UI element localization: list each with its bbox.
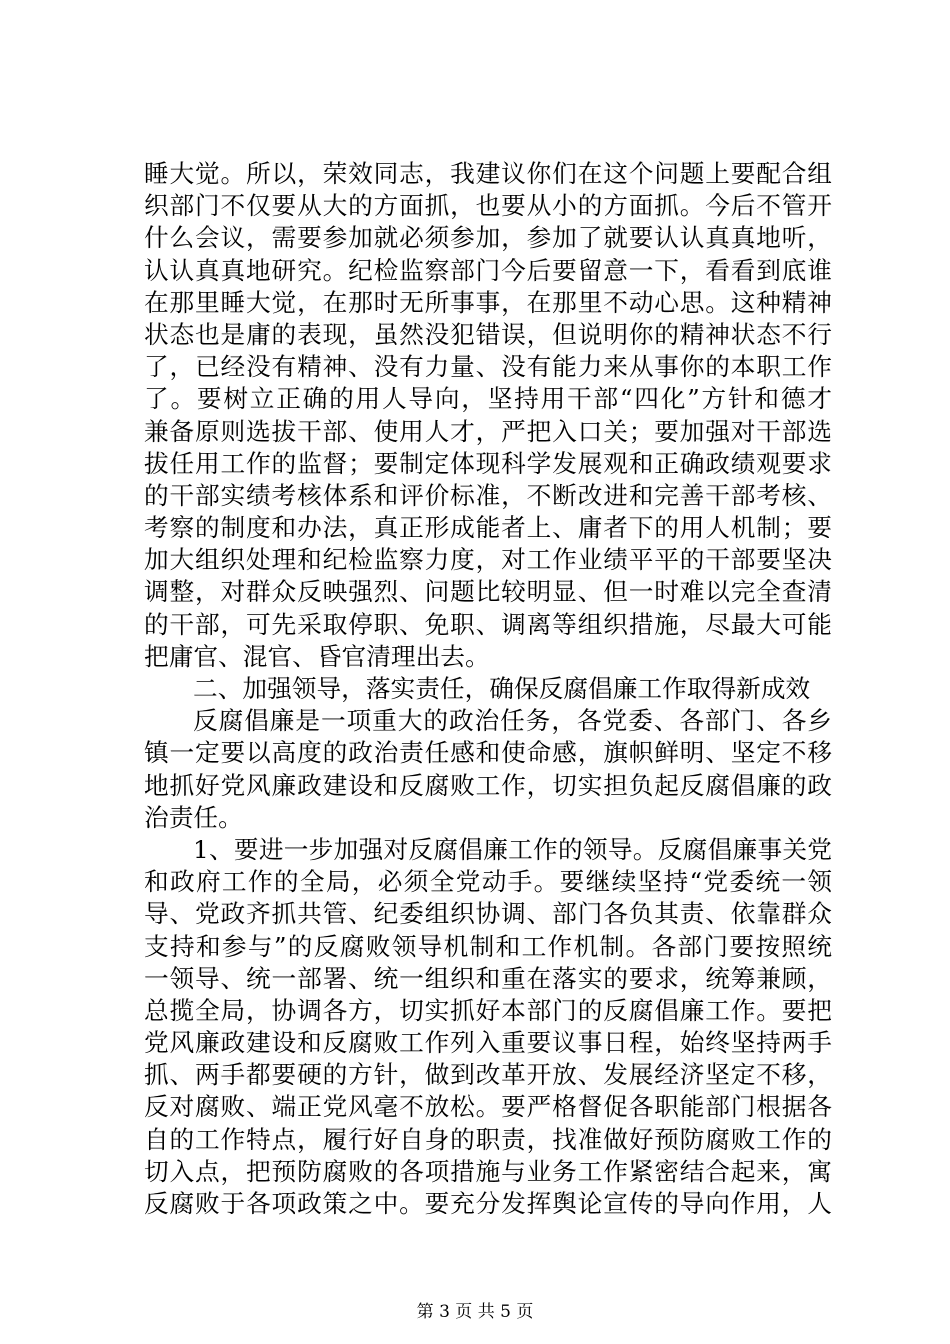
text-line: 一领导、统一部署、统一组织和重在落实的要求，统筹兼顾，	[144, 963, 832, 993]
text-line: 反对腐败、端正党风毫不放松。要严格督促各职能部门根据各	[144, 1092, 832, 1122]
text-line: 的干部实绩考核体系和评价标准，不断改进和完善干部考核、	[144, 480, 832, 510]
text-line: 考察的制度和办法，真正形成能者上、庸者下的用人机制；要	[144, 513, 832, 543]
text-line: 的干部，可先采取停职、免职、调离等组织措施，尽最大可能	[144, 609, 832, 639]
text-line: 拔任用工作的监督；要制定体现科学发展观和正确政绩观要求	[144, 448, 832, 478]
text-line: 二、加强领导，落实责任，确保反腐倡廉工作取得新成效	[193, 674, 811, 703]
text-line: 地抓好党风廉政建设和反腐败工作，切实担负起反腐倡廉的政	[144, 770, 832, 800]
text-line: 总揽全局，协调各方，切实抓好本部门的反腐倡廉工作。要把	[144, 995, 832, 1025]
text-line: 抓、两手都要硬的方针，做到改革开放、发展经济坚定不移，	[144, 1060, 832, 1090]
text-line: 反腐败于各项政策之中。要充分发挥舆论宣传的导向作用，人	[144, 1189, 832, 1218]
text-line: 自的工作特点，履行好自身的职责，找准做好预防腐败工作的	[144, 1124, 832, 1154]
text-line: 织部门不仅要从大的方面抓，也要从小的方面抓。今后不管开	[144, 191, 832, 221]
text-line: 支持和参与”的反腐败领导机制和工作机制。各部门要按照统	[144, 931, 832, 961]
text-line: 把庸官、混官、昏官清理出去。	[144, 641, 490, 671]
text-line: 导、党政齐抓共管、纪委组织协调、部门各负其责、依靠群众	[144, 899, 832, 929]
text-line: 治责任。	[144, 802, 243, 832]
text-line: 加大组织处理和纪检监察力度，对工作业绩平平的干部要坚决	[144, 545, 832, 575]
text-line: 在那里睡大觉，在那时无所事事，在那里不动心思。这种精神	[144, 287, 832, 317]
text-line: 认认真真地研究。纪检监察部门今后要留意一下，看看到底谁	[144, 255, 832, 285]
text-line: 状态也是庸的表现，虽然没犯错误，但说明你的精神状态不行	[144, 319, 832, 349]
text-line: 什么会议，需要参加就必须参加，参加了就要认认真真地听，	[144, 223, 832, 253]
text-line: 反腐倡廉是一项重大的政治任务，各党委、各部门、各乡	[193, 706, 832, 736]
text-line: 睡大觉。所以，荣效同志，我建议你们在这个问题上要配合组	[144, 159, 832, 188]
text-line: 镇一定要以高度的政治责任感和使命感，旗帜鲜明、坚定不移	[144, 738, 832, 768]
text-line: 切入点，把预防腐败的各项措施与业务工作紧密结合起来，寓	[144, 1156, 832, 1186]
page-footer	[0, 1302, 950, 1322]
page-number-label: 第 3 页 共 5 页	[416, 1302, 534, 1322]
text-line: 调整，对群众反映强烈、问题比较明显、但一时难以完全查清	[144, 577, 832, 607]
document-body	[144, 158, 832, 1220]
text-line: 了。要树立正确的用人导向，坚持用干部“四化”方针和德才	[144, 384, 832, 414]
text-line: 兼备原则选拔干部、使用人才，严把入口关；要加强对干部选	[144, 416, 832, 446]
text-line: 了，已经没有精神、没有力量、没有能力来从事你的本职工作	[144, 352, 832, 382]
text-line: 党风廉政建设和反腐败工作列入重要议事日程，始终坚持两手	[144, 1028, 832, 1058]
text-line: 和政府工作的全局，必须全党动手。要继续坚持“党委统一领	[144, 867, 832, 897]
text-line: 1、要进一步加强对反腐倡廉工作的领导。反腐倡廉事关党	[193, 834, 832, 864]
